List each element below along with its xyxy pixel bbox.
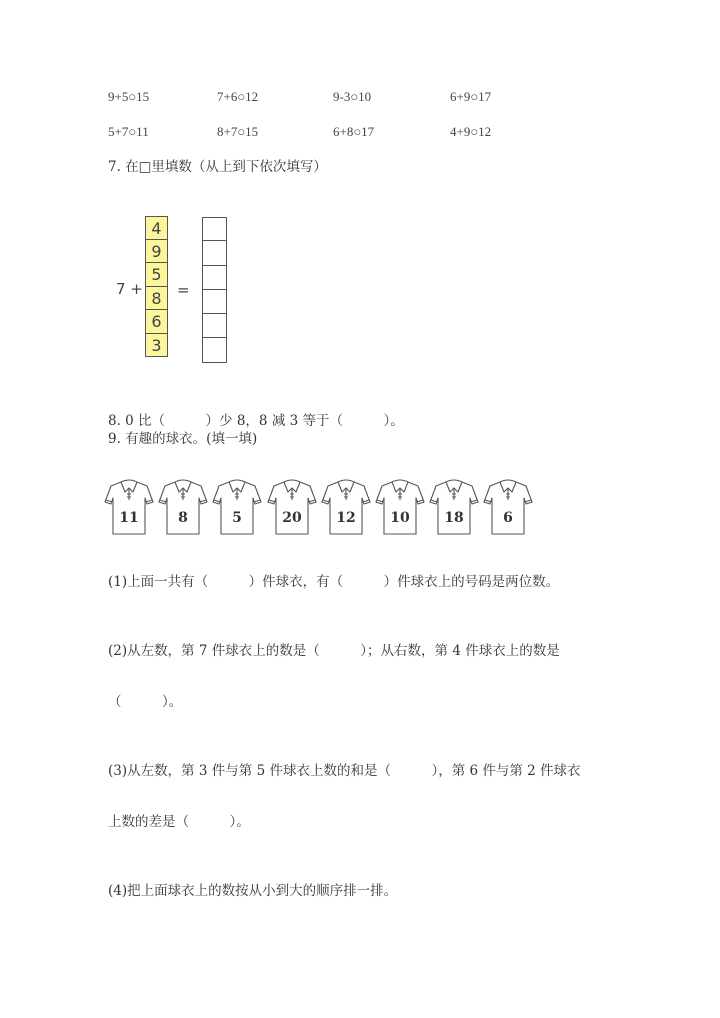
jersey-icon [482,476,534,538]
answer-box[interactable] [202,338,227,362]
question-9-part-3-line-1: (3)从左数，第 3 件与第 5 件球衣上数的和是（ ），第 6 件与第 2 件球衣 [108,763,581,779]
addend-column [145,216,168,357]
addend-cell: 9 [145,240,168,264]
addend-cell: 3 [145,334,168,358]
question-9-part-1: (1)上面一共有（ ）件球衣，有（ ）件球衣上的号码是两位数。 [108,574,560,590]
answer-box[interactable] [202,314,227,338]
question-9-part-3-line-2: 上数的差是（ ）。 [108,814,250,830]
comparison-item: 6+8○17 [333,124,375,139]
question-9-part-2-line-2: （ ）。 [108,694,183,710]
question-7-title: 7. 在□里填数（从上到下依次填写） [108,159,327,175]
jersey-number: 8 [178,510,188,526]
addend-cell: 8 [145,287,168,311]
jersey-icon [157,476,209,538]
comparison-item: 4+9○12 [450,124,492,139]
comparison-item: 6+9○17 [450,89,492,104]
answer-box[interactable] [202,241,227,265]
jersey-number: 5 [232,510,242,526]
answer-box[interactable] [202,290,227,314]
jersey-number: 20 [282,510,302,526]
answer-box[interactable] [202,217,227,241]
jersey-icon [211,476,263,538]
jersey-number: 10 [390,510,410,526]
equals-sign: = [177,281,190,299]
question-9-part-4: (4)把上面球衣上的数按从小到大的顺序排一排。 [108,883,398,899]
question-9-title: 9. 有趣的球衣。(填一填) [108,431,258,447]
jersey-number: 12 [336,510,356,526]
comparison-item: 9-3○10 [333,89,372,104]
jersey-icon [266,476,318,538]
comparison-item: 5+7○11 [108,124,149,139]
jersey-icon [428,476,480,538]
addend-cell: 6 [145,310,168,334]
comparison-item: 7+6○12 [217,89,259,104]
jersey-icon [320,476,372,538]
comparison-item: 9+5○15 [108,89,150,104]
jersey-icon [103,476,155,538]
jersey-number: 18 [444,510,464,526]
addend-cell: 4 [145,216,168,240]
jersey-icon [374,476,426,538]
answer-column [202,217,225,363]
comparison-item: 8+7○15 [217,124,259,139]
jersey-number: 6 [503,510,513,526]
question-9-part-2-line-1: (2)从左数，第 7 件球衣上的数是（ ）；从右数，第 4 件球衣上的数是 [108,643,560,659]
question-8: 8. 0 比（ ）少 8，8 减 3 等于（ ）。 [108,413,404,429]
answer-box[interactable] [202,266,227,290]
addend-cell: 5 [145,263,168,287]
addition-prefix: 7 + [116,280,143,298]
jersey-number: 11 [119,510,139,526]
